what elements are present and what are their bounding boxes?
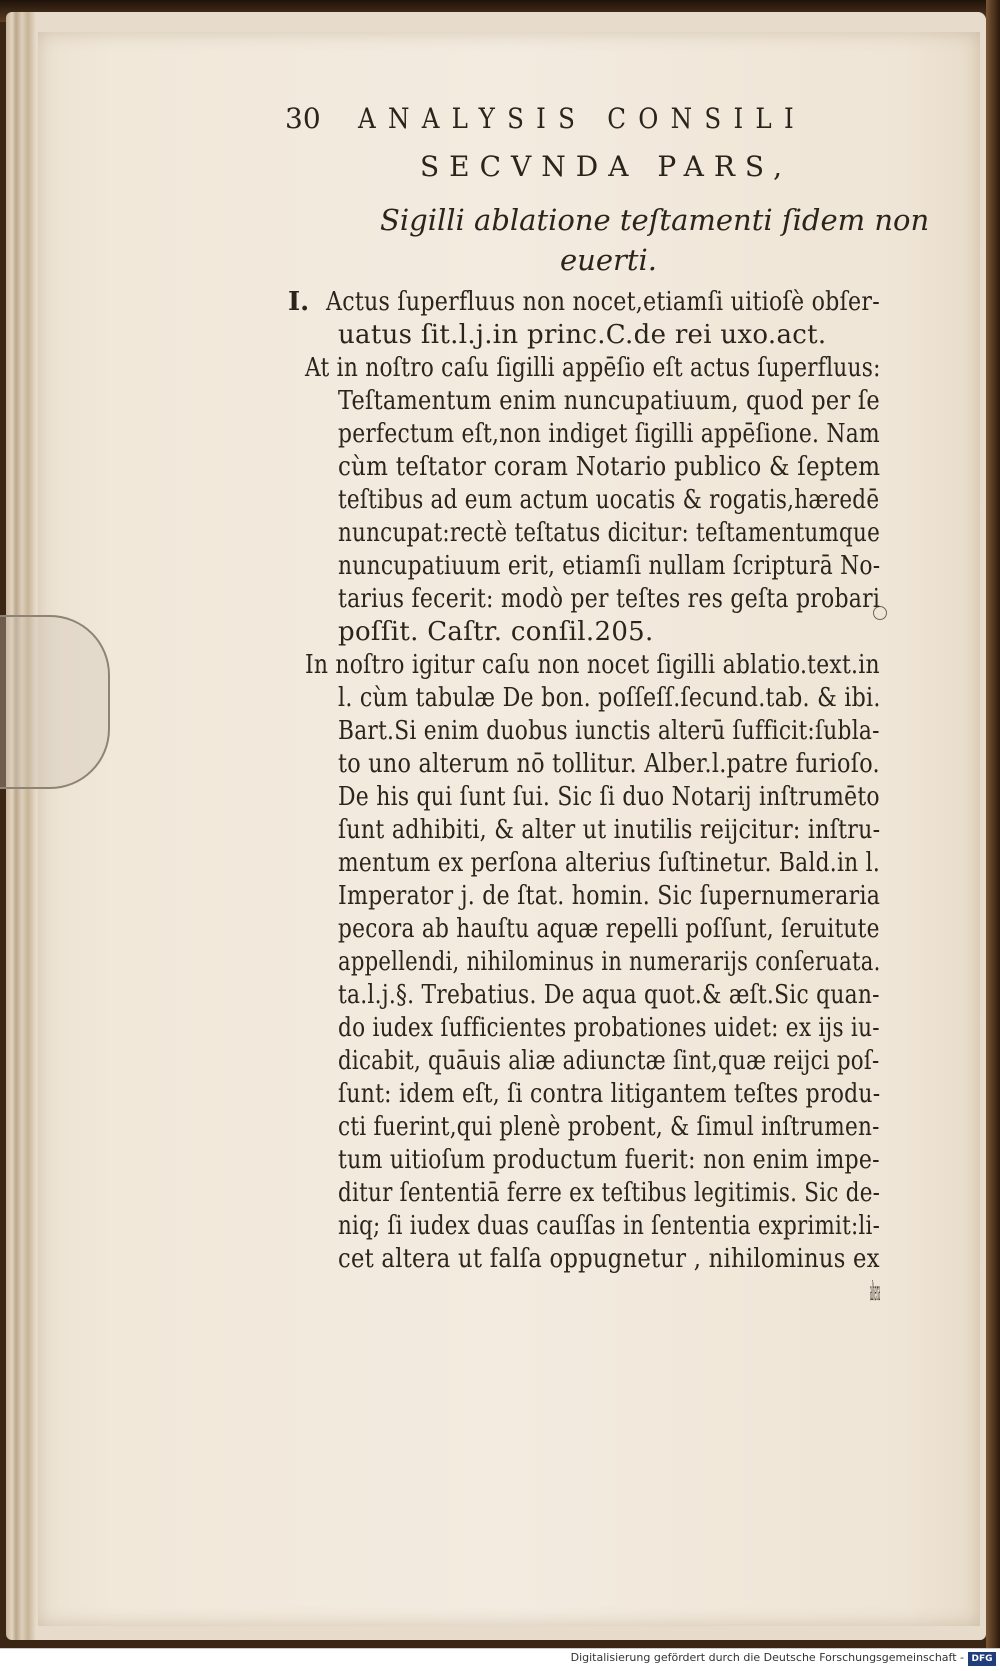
text-line: to uno alterum nō tollitur. Alber.l.patre furioſo. <box>338 749 880 779</box>
text-line: tarius fecerit: modò per teſtes res geſta probari <box>338 584 881 614</box>
running-head: ANALYSIS CONSILI <box>358 102 806 135</box>
text-line: cet altera ut falſa oppugnetur , nihilominus ex <box>338 1244 880 1274</box>
text-line: ditur ſententiā ferre ex teſtibus legitimis. Sic de- <box>338 1178 881 1208</box>
text-line: teſtibus ad eum actum uocatis & rogatis,hæredē <box>338 485 880 515</box>
page-clip <box>0 615 110 789</box>
text-line: pecora ab hauſtu aquæ repelli poſſunt, ſeruitute <box>338 914 880 944</box>
text-line: dicabit, quāuis aliæ adiunctæ ſint,quæ reijci poſ- <box>338 1046 880 1076</box>
text-line: ſunt: idem eſt, ſi contra litigantem teſtes produ- <box>338 1079 881 1109</box>
text-line: tum uitioſum productum fuerit: non enim impe- <box>338 1145 880 1175</box>
text-line: uatus ſit.l.j.in princ.C.de rei uxo.act. <box>338 320 827 350</box>
page-number: 30 <box>285 102 321 135</box>
text-line: mentum ex perſona alterius ſuſtinetur. Bald.in l. <box>338 848 881 878</box>
text-line: De his qui ſunt ſui. Sic ſi duo Notarij inſtrumēto <box>338 782 880 812</box>
text-line: Teſtamentum enim nuncupatiuum, quod per ſe <box>338 386 880 416</box>
text-line: cùm teſtator coram Notario publico & ſeptem <box>338 452 881 482</box>
text-line: Bart.Si enim duobus iunctis alterū ſufficit:ſubla- <box>338 716 880 746</box>
text-line: do iudex ſufficientes probationes uidet: ex ijs iu- <box>338 1013 880 1043</box>
text-line: Imperator j. de ſtat. homin. Sic ſupernumeraria <box>338 881 881 911</box>
book-right-edge <box>986 0 1000 1648</box>
section-heading: SECVNDA PARS, <box>420 150 792 183</box>
text-line: At in noſtro caſu ſigilli appēſio eſt actus ſuperfluus: <box>305 353 881 383</box>
text-line: l. cùm tabulæ De bon. poſſeſſ.ſecund.tab. & ibi. <box>338 683 881 713</box>
text-line: nuncupat:rectè teſtatus dicitur: teſtamentumque <box>338 518 881 548</box>
subtitle-line-1: Sigilli ablatione teſtamenti ſidem non <box>380 203 930 237</box>
catchword: altera <box>870 1277 881 1307</box>
text-line: ſunt adhibiti, & alter ut inutilis reijcitur: inſtru- <box>338 815 881 845</box>
text-line: In noſtro igitur caſu non nocet ſigilli ablatio.text.in <box>305 650 880 680</box>
text-line: appellendi, nihilominus in numerarijs conſeruata. <box>338 947 881 977</box>
text-line: Actus ſuperfluus non nocet,etiamſi uitioſè obſer- <box>326 287 880 317</box>
text-line: poſſit. Caſtr. conſil.205. <box>338 617 654 647</box>
item-marker: I. <box>288 287 310 317</box>
text-line: niq; ſi iudex duas cauſſas in ſententia exprimit:li- <box>338 1211 881 1241</box>
dfg-logo: DFG <box>968 1652 996 1666</box>
text-line: nuncupatiuum erit, etiamſi nullam ſcripturā No- <box>338 551 881 581</box>
text-line: perfectum eſt,non indiget ſigilli appēſione. Nam <box>338 419 880 449</box>
text-line: ta.l.j.§. Trebatius. De aqua quot.& æſt.Sic quan- <box>338 980 880 1010</box>
funding-credit: Digitalisierung gefördert durch die Deutsche Forschungsgemeinschaft - <box>570 1651 964 1664</box>
text-line: cti fuerint,qui plenè probent, & ſimul inſtrumen- <box>338 1112 880 1142</box>
digitization-footer <box>0 1648 1000 1671</box>
subtitle-line-2: euerti. <box>560 243 658 277</box>
